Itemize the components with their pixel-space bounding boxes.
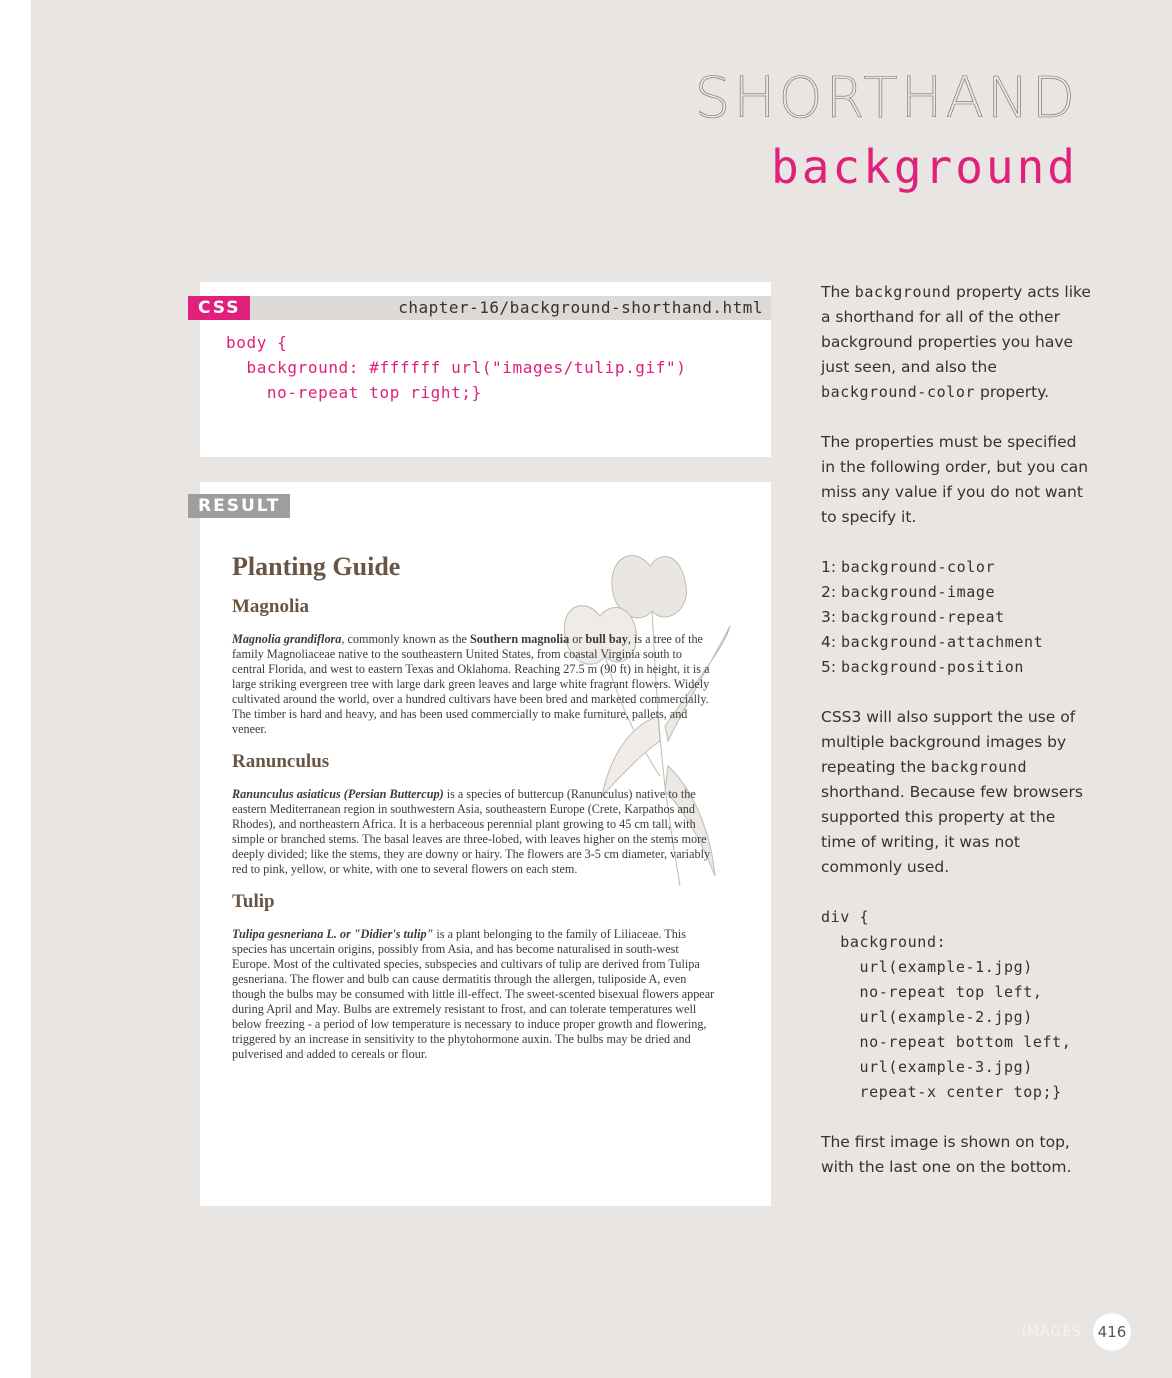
list-item: [821, 605, 1091, 630]
common-name: Southern magnolia: [470, 632, 570, 646]
inline-code: background-color: [821, 383, 976, 401]
code-filename: chapter-16/background-shorthand.html: [398, 298, 763, 317]
sidebar-paragraph-4: The first image is shown on top, with the last one on the bottom.: [821, 1133, 1072, 1176]
inline-code: background: [854, 283, 952, 301]
inline-code: background-attachment: [841, 633, 1044, 651]
list-item: [821, 655, 1091, 680]
sidebar-code-example: div { background: url(example-1.jpg) no-repeat top left, url(example-2.jpg) no-repeat bottom left, url(example-3.jpg) repeat-x center top;}: [821, 908, 1072, 1101]
section-title-magnolia: Magnolia: [232, 596, 310, 617]
section-text-magnolia: [232, 632, 717, 737]
list-number: 1:: [821, 558, 842, 576]
css-code-panel: [200, 282, 771, 457]
page-subtitle: background: [771, 140, 1078, 194]
result-panel: [200, 482, 771, 1206]
list-number: 5:: [821, 658, 842, 676]
property-order-list: [821, 555, 1091, 680]
section-text-ranunculus: [232, 787, 717, 877]
text-fragment: CSS3 will also support the use of multiple background images by repeating the: [821, 708, 1076, 776]
inline-code: background-repeat: [841, 608, 1005, 626]
inline-code: background: [930, 758, 1028, 776]
result-heading: Planting Guide: [232, 552, 401, 581]
css-tag: CSS: [188, 296, 250, 320]
section-title-ranunculus: Ranunculus: [232, 751, 330, 772]
text-fragment: , is a tree of the family Magnoliaceae native to the southeastern United States, from coastal Virginia south to central Florida, and west to eastern Texas and Oklahoma. Reaching 27.5 m (90 ft) in height, it is a large striking evergreen tree with large dark green leaves and large white fragrant flowers. Widely cultivated around the world, over a hundred cultivars have been bred and marketed commercially. The timber is hard and heavy, and has been used commercially to make furniture, pallets, and veneer.: [232, 632, 710, 736]
text-fragment: property.: [975, 383, 1050, 401]
sidebar-paragraph-2: The properties must be specified in the following order, but you can miss any value if you do not want to specify it.: [821, 433, 1089, 526]
list-number: 2:: [821, 583, 842, 601]
sidebar-text: [821, 280, 1091, 1205]
css-code: body { background: #ffffff url("images/tulip.gif") no-repeat top right;}: [226, 333, 687, 402]
text-fragment: The: [821, 283, 855, 301]
sidebar-paragraph-1: [821, 280, 1091, 405]
page-number: 416: [1093, 1313, 1131, 1351]
list-item: [821, 580, 1091, 605]
page-title: SHORTHAND: [694, 66, 1078, 131]
inline-code: background-image: [841, 583, 996, 601]
section-text-tulip: [232, 927, 717, 1062]
list-number: 4:: [821, 633, 842, 651]
result-tag: RESULT: [188, 494, 290, 518]
inline-code: background-color: [841, 558, 996, 576]
text-fragment: , commonly known as the: [341, 632, 471, 646]
sidebar-paragraph-3: [821, 705, 1091, 880]
text-fragment: shorthand. Because few browsers supported this property at the time of writing, it was not commonly used.: [821, 783, 1083, 876]
result-content: [232, 552, 717, 1076]
list-number: 3:: [821, 608, 842, 626]
species-name: Ranunculus asiaticus (Persian Buttercup): [232, 787, 444, 801]
text-fragment: property acts like a shorthand for all of the other background properties you have just seen, and also the: [821, 283, 1091, 376]
list-item: [821, 630, 1091, 655]
text-fragment: is a species of buttercup (Ranunculus) native to the eastern Mediterranean region in southwestern Asia, southeastern Europe (Crete, Karpathos and Rhodes), and northeastern Africa. It is a herbaceous perennial plant growing to 45 cm tall, with simple or branched stems. The basal leaves are three-lobed, with leaves higher on the stems more deeply divided; like the stems, they are downy or hairy. The flowers are 3-5 cm diameter, variably red to pink, yellow, or white, with one to several flowers on each stem.: [232, 787, 711, 876]
text-fragment: is a plant belonging to the family of Liliaceae. This species has uncertain origins, possibly from Asia, and has become naturalised in south-west Europe. Most of the cultivated species, subspecies and cultivars of tulip are derived from Tulipa gesneriana. The flower and bulb can cause dermatitis through the allergen, tuliposide A, even though the bulbs may be consumed with little ill-effect. The sweet-scented bisexual flowers appear during April and May. Bulbs are extremely resistant to frost, and can tolerate temperatures well below freezing - a period of low temperature is necessary to induce proper growth and flowering, triggered by an increase in sensitivity to the phytohormone auxin. The bulbs may be dried and pulverised and added to cereals or flour.: [232, 927, 715, 1061]
species-name: Tulipa gesneriana L. or "Didier's tulip": [232, 927, 434, 941]
species-name: Magnolia grandiflora: [232, 632, 342, 646]
text-fragment: or: [569, 632, 586, 646]
section-title-tulip: Tulip: [232, 891, 275, 912]
page: [31, 0, 1172, 1378]
code-header-bar: [200, 296, 771, 320]
common-name: bull bay: [585, 632, 628, 646]
list-item: [821, 555, 1091, 580]
inline-code: background-position: [841, 658, 1024, 676]
footer-section-label: IMAGES: [1021, 1324, 1082, 1340]
